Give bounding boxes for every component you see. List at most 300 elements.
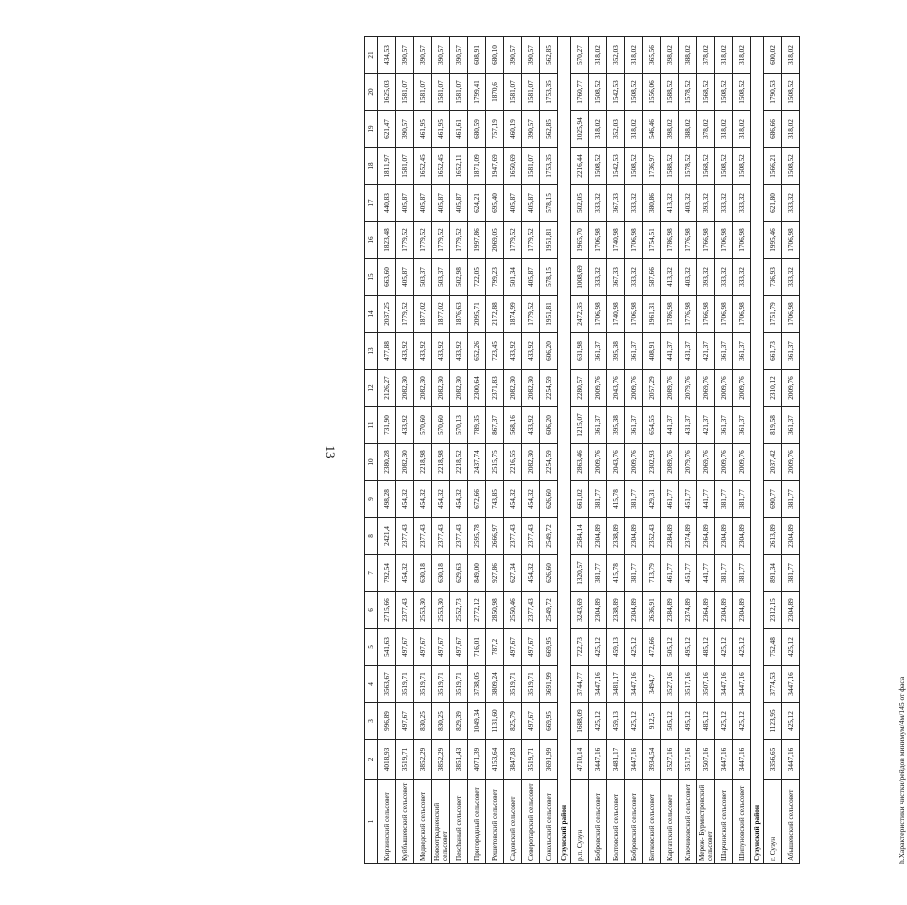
section-title: Сузунский район	[751, 37, 764, 864]
table-cell: 398,02	[661, 111, 679, 148]
table-cell: 2069,05	[486, 222, 504, 259]
table-row	[607, 37, 625, 864]
table-cell: 3851,43	[450, 740, 468, 780]
table-cell: 425,12	[782, 629, 800, 666]
table-cell: 461,77	[661, 481, 679, 518]
row-label: г. Сузун	[764, 780, 782, 864]
table-cell: 425,12	[733, 629, 751, 666]
table-cell: 1508,52	[782, 148, 800, 185]
table-cell: 408,91	[643, 333, 661, 370]
table-cell: 912,5	[643, 703, 661, 740]
table-cell: 497,67	[414, 629, 432, 666]
table-cell: 405,87	[396, 259, 414, 296]
table-cell: 4018,93	[378, 740, 396, 780]
table-cell: 2009,76	[733, 444, 751, 481]
row-label: Пригородный сельсовет	[468, 780, 486, 864]
table-cell: 318,02	[733, 37, 751, 74]
table-cell: 461,95	[432, 111, 450, 148]
column-header: 21	[365, 37, 378, 74]
table-cell: 361,37	[733, 333, 751, 370]
column-header: 17	[365, 185, 378, 222]
table-cell: 3519,71	[396, 666, 414, 703]
table-cell: 1625,03	[378, 74, 396, 111]
table-cell: 3447,16	[733, 666, 751, 703]
table-cell: 390,57	[522, 111, 540, 148]
table-cell: 381,77	[715, 555, 733, 592]
table-cell: 570,60	[414, 407, 432, 444]
table-cell: 413,32	[661, 259, 679, 296]
table-row	[715, 37, 733, 864]
table-cell: 2082,30	[414, 370, 432, 407]
table-row	[679, 37, 697, 864]
table-cell: 2043,76	[607, 444, 625, 481]
table-cell: 1947,69	[486, 148, 504, 185]
table-cell: 3852,29	[432, 740, 450, 780]
table-row	[468, 37, 486, 864]
row-label: Сокольский сельсовет	[540, 780, 558, 864]
table-cell: 454,32	[396, 481, 414, 518]
table-cell: 2009,76	[715, 444, 733, 481]
table-cell: 546,46	[643, 111, 661, 148]
table-cell: 2079,76	[679, 370, 697, 407]
table-cell: 1871,09	[468, 148, 486, 185]
table-cell: 413,32	[661, 185, 679, 222]
table-cell: 1760,77	[571, 74, 589, 111]
table-cell: 2082,30	[432, 370, 450, 407]
table-cell: 2069,76	[697, 370, 715, 407]
table-cell: 318,02	[625, 37, 643, 74]
table-cell: 2613,89	[764, 518, 782, 555]
table-cell: 1706,98	[733, 296, 751, 333]
table-cell: 2863,46	[571, 444, 589, 481]
table-cell: 819,58	[764, 407, 782, 444]
table-cell: 485,12	[697, 703, 715, 740]
column-header: 5	[365, 629, 378, 666]
table-cell: 1581,07	[396, 148, 414, 185]
table-row	[625, 37, 643, 864]
row-label: Мереж- Бурмистровский сельсовет	[697, 780, 715, 864]
table-cell: 627,34	[504, 555, 522, 592]
table-cell: 2304,89	[733, 592, 751, 629]
table-cell: 1542,53	[607, 74, 625, 111]
table-cell: 1779,52	[432, 222, 450, 259]
row-label: Северотарский сельсовет	[522, 780, 540, 864]
table-cell: 425,12	[733, 703, 751, 740]
table-cell: 2377,43	[396, 592, 414, 629]
column-header: 4	[365, 666, 378, 703]
table-cell: 2377,43	[414, 518, 432, 555]
row-label: Шипуновский сельсовет	[733, 780, 751, 864]
table-cell: 3691,99	[540, 740, 558, 780]
table-cell: 3243,69	[571, 592, 589, 629]
table-cell: 1874,99	[504, 296, 522, 333]
table-cell: 1652,11	[450, 148, 468, 185]
table-cell: 381,77	[625, 555, 643, 592]
table-cell: 621,80	[764, 185, 782, 222]
table-cell: 441,37	[661, 407, 679, 444]
table-cell: 433,92	[504, 333, 522, 370]
table-cell: 381,77	[733, 555, 751, 592]
table-row	[733, 37, 751, 864]
table-cell: 1578,52	[679, 148, 697, 185]
table-row	[540, 37, 558, 864]
table-row	[764, 37, 782, 864]
table-cell: 2300,64	[468, 370, 486, 407]
table-cell: 2377,43	[522, 518, 540, 555]
table-cell: 1740,98	[607, 222, 625, 259]
table-cell: 2304,89	[715, 592, 733, 629]
table-row	[571, 37, 589, 864]
table-cell: 1877,02	[432, 296, 450, 333]
table-row	[522, 37, 540, 864]
table-cell: 1508,52	[733, 148, 751, 185]
table-cell: 1790,53	[764, 74, 782, 111]
table-cell: 2584,14	[571, 518, 589, 555]
table-cell: 405,87	[522, 259, 540, 296]
table-cell: 3517,16	[679, 666, 697, 703]
table-cell: 1568,52	[697, 148, 715, 185]
table-cell: 2595,78	[468, 518, 486, 555]
table-cell: 1877,02	[414, 296, 432, 333]
table-cell: 431,37	[679, 333, 697, 370]
table-cell: 485,12	[697, 629, 715, 666]
column-header: 20	[365, 74, 378, 111]
table-cell: 661,02	[571, 481, 589, 518]
table-cell: 390,57	[522, 37, 540, 74]
table-cell: 631,98	[571, 333, 589, 370]
table-cell: 361,37	[733, 407, 751, 444]
table-cell: 736,93	[764, 259, 782, 296]
table-cell: 381,77	[715, 481, 733, 518]
row-label: Новоотрадненский сельсовет	[432, 780, 450, 864]
table-cell: 361,37	[715, 333, 733, 370]
table-cell: 2095,71	[468, 296, 486, 333]
table-cell: 497,67	[504, 629, 522, 666]
table-cell: 3934,54	[643, 740, 661, 780]
table-cell: 451,77	[679, 481, 697, 518]
table-cell: 318,02	[782, 111, 800, 148]
table-cell: 630,18	[414, 555, 432, 592]
table-cell: 578,15	[540, 185, 558, 222]
table-cell: 2715,66	[378, 592, 396, 629]
table-cell: 1542,53	[607, 148, 625, 185]
table-cell: 792,54	[378, 555, 396, 592]
column-header: 15	[365, 259, 378, 296]
table-cell: 3447,16	[715, 666, 733, 703]
table-cell: 454,32	[396, 555, 414, 592]
table-cell: 454,32	[450, 481, 468, 518]
table-cell: 381,77	[589, 481, 607, 518]
table-cell: 333,32	[715, 185, 733, 222]
table-cell: 1751,79	[764, 296, 782, 333]
table-cell: 1753,35	[540, 148, 558, 185]
table-cell: 425,12	[625, 703, 643, 740]
table-cell: 3519,71	[504, 666, 522, 703]
table-cell: 686,66	[764, 111, 782, 148]
table-cell: 570,60	[432, 407, 450, 444]
column-header: 16	[365, 222, 378, 259]
table-cell: 415,78	[607, 481, 625, 518]
table-cell: 2216,55	[504, 444, 522, 481]
table-cell: 722,05	[468, 259, 486, 296]
table-cell: 606,20	[540, 333, 558, 370]
table-cell: 333,32	[782, 185, 800, 222]
table-cell: 2304,89	[625, 592, 643, 629]
table-cell: 1049,34	[468, 703, 486, 740]
table-cell: 472,66	[643, 629, 661, 666]
table-cell: 433,92	[450, 333, 468, 370]
row-label: Битковский сельсовет	[643, 780, 661, 864]
table-cell: 454,32	[432, 481, 450, 518]
table-cell: 2216,44	[571, 148, 589, 185]
table-cell: 1508,52	[715, 148, 733, 185]
table-cell: 352,03	[607, 37, 625, 74]
table-cell: 1123,95	[764, 703, 782, 740]
table-cell: 1776,98	[679, 222, 697, 259]
table-cell: 2374,89	[679, 518, 697, 555]
table-cell: 1508,52	[625, 148, 643, 185]
row-label: Куйбышевский сельсовет	[396, 780, 414, 864]
table-cell: 1706,98	[715, 296, 733, 333]
table-cell: 3481,17	[607, 740, 625, 780]
table-cell: 393,32	[697, 185, 715, 222]
table-cell: 497,67	[522, 629, 540, 666]
table-cell: 2009,76	[733, 370, 751, 407]
table-cell: 2374,89	[679, 592, 697, 629]
table-cell: 3519,71	[396, 740, 414, 780]
table-cell: 2304,89	[715, 518, 733, 555]
table-cell: 451,77	[679, 555, 697, 592]
rotated-page-content	[364, 36, 907, 864]
table-cell: 621,47	[378, 111, 396, 148]
row-label: Болтовский сельсовет	[607, 780, 625, 864]
table-row	[697, 37, 715, 864]
table-cell: 3519,71	[522, 666, 540, 703]
row-label: Кирзинский сельсовет	[378, 780, 396, 864]
table-cell: 630,18	[432, 555, 450, 592]
table-cell: 440,83	[378, 185, 396, 222]
column-header: 7	[365, 555, 378, 592]
table-cell: 2312,15	[764, 592, 782, 629]
table-cell: 505,12	[661, 703, 679, 740]
table-cell: 390,57	[414, 37, 432, 74]
table-cell: 361,37	[625, 333, 643, 370]
table-cell: 723,45	[486, 333, 504, 370]
table-cell: 2082,30	[522, 370, 540, 407]
section-title: Сузунский район	[558, 37, 571, 864]
table-cell: 3494,7	[643, 666, 661, 703]
table-cell: 1706,98	[782, 222, 800, 259]
table-cell: 1581,07	[414, 74, 432, 111]
table-cell: 1215,07	[571, 407, 589, 444]
table-cell: 497,67	[522, 703, 540, 740]
table-cell: 405,87	[414, 185, 432, 222]
table-cell: 378,02	[697, 111, 715, 148]
table-cell: 2377,43	[396, 518, 414, 555]
table-cell: 2009,76	[782, 444, 800, 481]
table-cell: 799,23	[486, 259, 504, 296]
table-cell: 624,21	[468, 185, 486, 222]
table-cell: 2304,89	[782, 592, 800, 629]
table-cell: 1588,52	[661, 148, 679, 185]
table-cell: 757,19	[486, 111, 504, 148]
table-cell: 2218,98	[414, 444, 432, 481]
table-cell: 2552,73	[450, 592, 468, 629]
footnote: h.Характеристики чистки/рейдов минимум/4м/145 от фаса	[897, 676, 906, 864]
table-cell: 2082,30	[522, 444, 540, 481]
table-cell: 3507,16	[697, 666, 715, 703]
table-cell: 2437,74	[468, 444, 486, 481]
table-cell: 381,77	[733, 481, 751, 518]
table-cell: 2850,98	[486, 592, 504, 629]
table-cell: 867,37	[486, 407, 504, 444]
row-label: Каргатский сельсовет	[661, 780, 679, 864]
table-cell: 578,15	[540, 259, 558, 296]
table-cell: 1581,07	[522, 74, 540, 111]
table-cell: 2037,42	[764, 444, 782, 481]
table-cell: 1588,52	[661, 74, 679, 111]
table-cell: 2553,30	[414, 592, 432, 629]
table-cell: 2377,43	[504, 518, 522, 555]
table-cell: 2280,57	[571, 370, 589, 407]
table-cell: 405,87	[396, 185, 414, 222]
column-header: 13	[365, 333, 378, 370]
table-cell: 425,12	[589, 703, 607, 740]
table-cell: 3527,16	[661, 740, 679, 780]
table-cell: 403,32	[679, 185, 697, 222]
table-cell: 2666,97	[486, 518, 504, 555]
table-cell: 2304,89	[733, 518, 751, 555]
table-cell: 497,67	[450, 629, 468, 666]
table-cell: 1754,51	[643, 222, 661, 259]
table-cell: 722,73	[571, 629, 589, 666]
table-cell: 849,00	[468, 555, 486, 592]
table-cell: 503,37	[432, 259, 450, 296]
table-cell: 541,63	[378, 629, 396, 666]
table-cell: 2037,25	[378, 296, 396, 333]
table-cell: 3774,53	[764, 666, 782, 703]
table-cell: 380,86	[643, 185, 661, 222]
table-cell: 1508,52	[715, 74, 733, 111]
table-cell: 2009,76	[589, 444, 607, 481]
table-cell: 497,67	[396, 629, 414, 666]
table-cell: 2304,89	[589, 592, 607, 629]
table-cell: 333,32	[733, 259, 751, 296]
table-cell: 1581,07	[450, 74, 468, 111]
table-cell: 568,16	[504, 407, 522, 444]
table-cell: 1779,52	[450, 222, 468, 259]
table-cell: 333,32	[589, 185, 607, 222]
table-cell: 431,37	[679, 407, 697, 444]
header-row	[365, 37, 378, 864]
table-cell: 461,61	[450, 111, 468, 148]
table-cell: 1706,98	[625, 222, 643, 259]
table-cell: 2310,12	[764, 370, 782, 407]
table-cell: 661,73	[764, 333, 782, 370]
table-row	[782, 37, 800, 864]
table-cell: 1581,07	[432, 74, 450, 111]
table-cell: 497,67	[432, 629, 450, 666]
table-cell: 393,32	[697, 259, 715, 296]
table-cell: 830,25	[432, 703, 450, 740]
table-cell: 752,48	[764, 629, 782, 666]
table-cell: 395,38	[607, 333, 625, 370]
row-label: Абышевский сельсовет	[782, 780, 800, 864]
column-header: 3	[365, 703, 378, 740]
table-cell: 680,59	[468, 111, 486, 148]
table-cell: 2043,76	[607, 370, 625, 407]
table-cell: 3744,77	[571, 666, 589, 703]
table-cell: 1652,45	[414, 148, 432, 185]
row-label: Бобровский сельсовет	[625, 780, 643, 864]
table-cell: 4710,14	[571, 740, 589, 780]
table-cell: 1951,81	[540, 222, 558, 259]
table-row	[396, 37, 414, 864]
table-cell: 3356,65	[764, 740, 782, 780]
table-cell: 498,28	[378, 481, 396, 518]
table-cell: 398,02	[661, 37, 679, 74]
column-header: 19	[365, 111, 378, 148]
table-cell: 743,85	[486, 481, 504, 518]
table-cell: 3852,29	[414, 740, 432, 780]
table-cell: 2009,76	[625, 370, 643, 407]
table-cell: 2082,30	[396, 444, 414, 481]
row-label: Решетовский сельсовет	[486, 780, 504, 864]
table-cell: 1568,52	[697, 74, 715, 111]
column-header: 11	[365, 407, 378, 444]
column-header: 12	[365, 370, 378, 407]
table-cell: 390,57	[432, 37, 450, 74]
table-cell: 1753,35	[540, 74, 558, 111]
table-row	[643, 37, 661, 864]
table-row	[378, 37, 396, 864]
table-cell: 425,12	[715, 703, 733, 740]
table-cell: 562,85	[540, 37, 558, 74]
table-cell: 4071,39	[468, 740, 486, 780]
table-cell: 318,02	[733, 111, 751, 148]
table-cell: 830,25	[414, 703, 432, 740]
table-cell: 606,20	[540, 407, 558, 444]
table-cell: 2549,72	[540, 518, 558, 555]
table-cell: 367,33	[607, 259, 625, 296]
table-cell: 1779,52	[522, 222, 540, 259]
table-cell: 1508,52	[733, 74, 751, 111]
table-cell: 2089,76	[661, 444, 679, 481]
table-cell: 2126,27	[378, 370, 396, 407]
table-cell: 421,37	[697, 333, 715, 370]
table-cell: 570,13	[450, 407, 468, 444]
table-cell: 3691,99	[540, 666, 558, 703]
table-cell: 1566,21	[764, 148, 782, 185]
table-cell: 1578,52	[679, 74, 697, 111]
table-cell: 3447,16	[782, 666, 800, 703]
row-label: Ключиковский сельсовет	[679, 780, 697, 864]
table-cell: 2089,76	[661, 370, 679, 407]
table-row	[432, 37, 450, 864]
column-header: 1	[365, 780, 378, 864]
table-cell: 503,37	[414, 259, 432, 296]
table-cell: 497,67	[396, 703, 414, 740]
table-cell: 1581,07	[522, 148, 540, 185]
table-cell: 731,90	[378, 407, 396, 444]
table-cell: 2377,43	[432, 518, 450, 555]
table-cell: 2377,43	[450, 518, 468, 555]
table-cell: 1776,98	[679, 296, 697, 333]
table-cell: 405,87	[504, 185, 522, 222]
table-cell: 421,37	[697, 407, 715, 444]
table-cell: 2384,89	[661, 592, 679, 629]
table-cell: 562,85	[540, 111, 558, 148]
